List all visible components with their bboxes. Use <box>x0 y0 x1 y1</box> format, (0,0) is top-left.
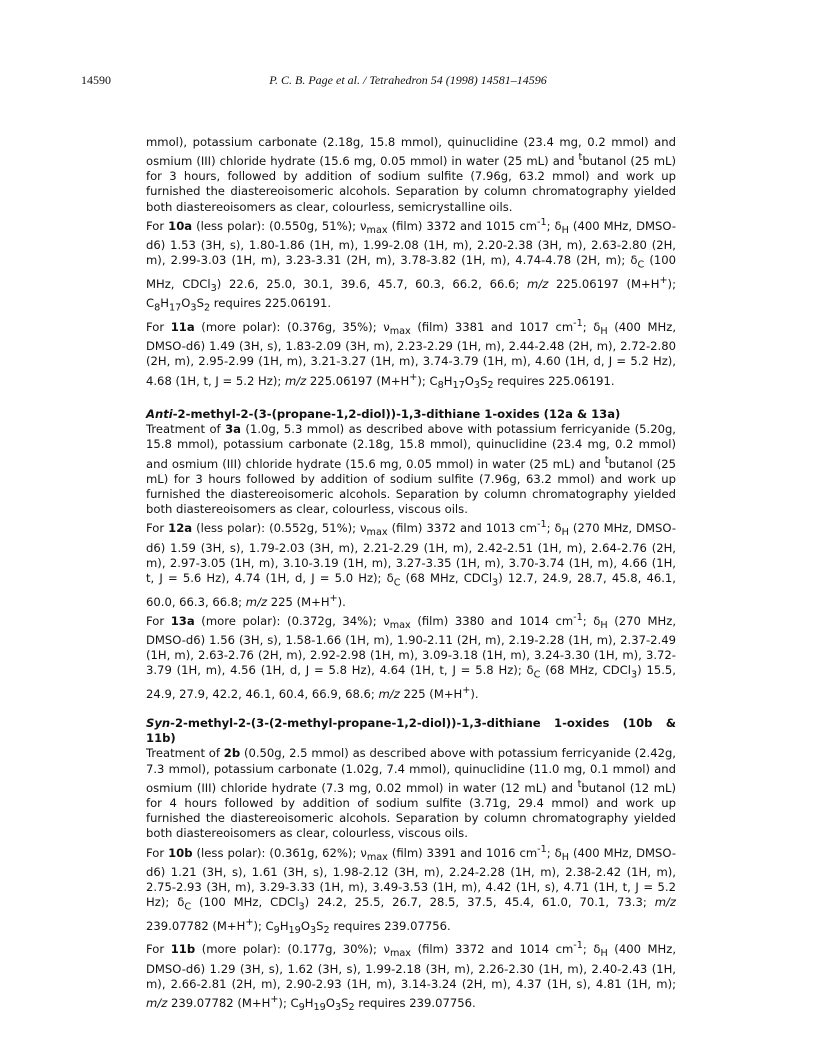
compound-12a-data: For 12a (less polar): (0.552g, 51%); $\nu_{max}$ (film) 3372 and 1013 $cm^{-1}$; $\delta_H$ (270 MHz, DMSO-d6) 1.59 (3H, s), 1.79-2.03 (3H, m), 2.21-2.29 (1H, m), 2.42-2.51 (1H, m), 2.64-2.76 (2H, m), 2.97-3.05 (1H, m), 3.10-3.19 (1H, m), 3.27-3.35 (1H, m), 3.70-3.74 (1H, m), 4.66 (1H, t, J = 5.6 Hz), 4.74 (1H, d, J = 5.0 Hz); $\delta_C$ (68 MHz, CDCl$_3$) 12.7, 24.9, 28.7, 45.8, 46.1, 60.0, 66.3, 66.8; m/z 225 (M+H+). <box>146 519 677 609</box>
page-number: 14590 <box>81 73 111 87</box>
paragraph-continuation: mmol), potassium carbonate (2.18g, 15.8 mmol), quinuclidine (23.4 mg, 0.2 mmol) and osmium (III) chloride hydrate (15.6 mg, 0.05 mmol) in water (25 mL) and $^t$butanol (25 mL) for 3 hours, followed by addition of sodium sulfite (7.96g, 63.2 mmol) and work up furnished the diastereoisomeric alcohols. Separation by column chromatography yielded both diastereoisomers as clear, colourless, semicrystalline oils. <box>146 135 676 214</box>
procedure-10b-11b: Treatment of 2b (0.50g, 2.5 mmol) as described above with potassium ferricyanide (2.42g, 7.3 mmol), potassium carbonate (1.02g, 7.4 mmol), quinuclidine (11.0 mg, 0.1 mmol) and osmium (III) chloride hydrate (7.3 mg, 0.02 mmol) in water (12 mL) and $^t$butanol (12 mL) for 4 hours followed by addition of sodium sulfite (3.71g, 29.4 mmol) and work up furnished the diastereoisomeric alcohols. Separation by column chromatography yielded both diastereoisomers as clear, colourless, viscous oils. <box>146 746 676 841</box>
running-head: P. C. B. Page et al. / Tetrahedron 54 (1998) 14581–14596 <box>269 73 547 87</box>
compound-11b-data: For 11b (more polar): (0.177g, 30%); $\nu_{max}$ (film) 3372 and 1014 $cm^{-1}$; $\delta_H$ (400 MHz, DMSO-d6) 1.29 (3H, s), 1.62 (3H, s), 1.99-2.18 (3H, m), 2.26-2.30 (1H, m), 2.40-2.43 (1H, m), 2.66-2.81 (2H, m), 2.90-2.93 (1H, m), 3.14-3.24 (2H, m), 4.37 (1H, s), 4.81 (1H, m); m/z 239.07782 (M+H+); $C_9H_{19}O_3S_2$ requires 239.07756. <box>146 940 677 1014</box>
section-heading-syn: Syn-2-methyl-2-(3-(2-methyl-propane-1,2-diol))-1,3-dithiane 1-oxides (10b & 11b) <box>146 716 676 746</box>
compound-11a-data: For 11a (more polar): (0.376g, 35%); $\nu_{max}$ (film) 3381 and 1017 $cm^{-1}$; $\delta_H$ (400 MHz, DMSO-d6) 1.49 (3H, s), 1.83-2.09 (3H, m), 2.23-2.29 (1H, m), 2.44-2.48 (2H, m), 2.72-2.80 (2H, m), 2.95-2.99 (1H, m), 3.21-3.27 (1H, m), 3.74-3.79 (1H, m), 4.60 (1H, d, J = 5.2 Hz), 4.68 (1H, t, J = 5.2 Hz); m/z 225.06197 (M+H+); $C_8H_{17}O_3S_2$ requires 225.06191. <box>146 317 677 391</box>
compound-13a-data: For 13a (more polar): (0.372g, 34%); $\nu_{max}$ (film) 3380 and 1014 $cm^{-1}$; $\delta_H$ (270 MHz, DMSO-d6) 1.56 (3H, s), 1.58-1.66 (1H, m), 1.90-2.11 (2H, m), 2.19-2.28 (1H, m), 2.37-2.49 (1H, m), 2.63-2.76 (2H, m), 2.92-2.98 (1H, m), 3.09-3.18 (1H, m), 3.24-3.30 (1H, m), 3.72-3.79 (1H, m), 4.56 (1H, d, J = 5.8 Hz), 4.64 (1H, t, J = 5.8 Hz); $\delta_C$ (68 MHz, CDCl$_3$) 15.5, 24.9, 27.9, 42.2, 46.1, 60.4, 66.9, 68.6; m/z 225 (M+H+). <box>146 611 677 701</box>
compound-10a-data: For 10a (less polar): (0.550g, 51%); $\nu_{max}$ (film) 3372 and 1015 $cm^{-1}$; $\delta_H$ (400 MHz, DMSO-d6) 1.53 (3H, s), 1.80-1.86 (1H, m), 1.99-2.08 (1H, m), 2.20-2.38 (3H, m), 2.63-2.80 (2H, m), 2.99-3.03 (1H, m), 3.23-3.31 (2H, m), 3.78-3.82 (1H, m), 4.74-4.78 (2H, m); $\delta_C$ (100 MHz, CDCl$_3$) 22.6, 25.0, 30.1, 39.6, 45.7, 60.3, 66.2, 66.6; m/z 225.06197 (M+H+); $C_8H_{17}O_3S_2$ requires 225.06191. <box>146 216 677 314</box>
procedure-12a-13a: Treatment of 3a (1.0g, 5.3 mmol) as described above with potassium ferricyanide (5.20g, 15.8 mmol), potassium carbonate (2.18g, 15.8 mmol), quinuclidine (23.4 mg, 0.2 mmol) and osmium (III) chloride hydrate (15.6 mg, 0.05 mmol) in water (25 mL) and $^t$butanol (25 mL) for 3 hours followed by addition of sodium sulfite (7.96g, 63.2 mmol) and work up furnished the diastereoisomeric alcohols. Separation by column chromatography yielded both diastereoisomers as clear, colourless, viscous oils. <box>146 422 677 517</box>
article-body <box>146 135 676 1015</box>
section-gap <box>146 702 676 716</box>
compound-10b-data: For 10b (less polar): (0.361g, 62%); $\nu_{max}$ (film) 3391 and 1016 $cm^{-1}$; $\delta_H$ (400 MHz, DMSO-d6) 1.21 (3H, s), 1.61 (3H, s), 1.98-2.12 (3H, m), 2.24-2.28 (1H, m), 2.38-2.42 (1H, m), 2.75-2.93 (3H, m), 3.29-3.33 (1H, m), 3.49-3.53 (1H, m), 4.42 (1H, s), 4.71 (1H, t, J = 5.2 Hz); $\delta_C$ (100 MHz, CDCl$_3$) 24.2, 25.5, 26.7, 28.5, 37.5, 45.4, 61.0, 70.1, 73.3; m/z 239.07782 (M+H+); $C_9H_{19}O_3S_2$ requires 239.07756. <box>146 843 677 936</box>
section-heading-anti: Anti-2-methyl-2-(3-(propane-1,2-diol))-1,3-dithiane 1-oxides (12a & 13a) <box>146 407 621 422</box>
section-gap <box>146 393 676 407</box>
